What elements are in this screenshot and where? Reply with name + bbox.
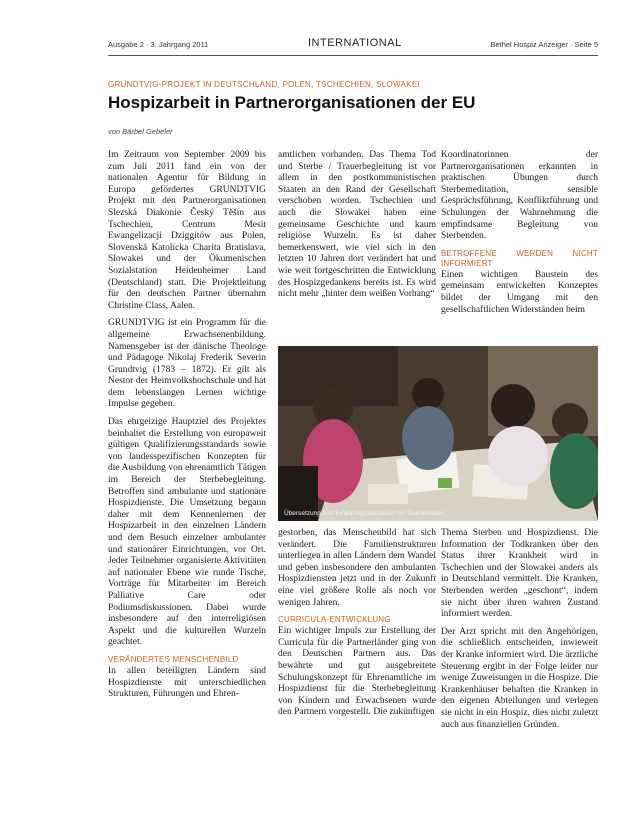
text-column-1 bbox=[108, 150, 266, 810]
photo-illustration bbox=[278, 346, 598, 521]
paragraph: In allen beteiligten Ländern sind Hospizdienste mit unterschiedlichen Strukturen, Führungen und Ehren- bbox=[108, 665, 266, 700]
article-byline: von Bärbel Gebeler bbox=[108, 127, 173, 136]
article-photo bbox=[278, 346, 598, 521]
paragraph: Der Arzt spricht mit den Angehörigen, die schließlich entscheiden, inwieweit der Kranke informiert wird. Die ärztliche Steuerung ergibt in der Folge leider nur wenige Zuweisungen in die Hospize. Die Krankenhäuser behalten die Kranken in den eigenen Abteilungen und verlegen sie nicht in ein Hospiz, dies nicht zuletzt auch aus finanziellen Gründen. bbox=[441, 626, 598, 730]
subheading: VERÄNDERTES MENSCHENBILD bbox=[108, 654, 239, 664]
article-kicker: GRUNDTVIG-PROJEKT IN DEUTSCHLAND, POLEN, TSCHECHIEN, SLOWAKEI bbox=[108, 80, 420, 89]
paragraph: GRUNDTVIG ist ein Programm für die allgemeine Erwachsenenbildung. Namensgeber ist der dänische Theologe und Pädagoge Nikolaj Frederik Severin Grundtvig (1783 – 1872). Er gilt als Nestor der Heimvolkshochschule und hat dem lebenslangen Lernen wichtige Impulse gegeben. bbox=[108, 318, 266, 410]
publication-info: Bethel Hospiz Anzeiger · Seite 5 bbox=[490, 40, 598, 49]
issue-info: Ausgabe 2 · 3. Jahrgang 2011 bbox=[108, 40, 209, 49]
running-header bbox=[108, 36, 598, 56]
subheading: BETROFFENE WERDEN NICHT INFORMIERT bbox=[441, 248, 598, 268]
text-column-3-bottom bbox=[441, 528, 598, 810]
text-column-2-bottom bbox=[278, 528, 436, 810]
paragraph: Einen wichtigen Baustein des gemeinsam entwickelten Konzeptes bildet der Umgang mit den gesellschaftlichen Widerständen beim bbox=[441, 269, 598, 315]
paragraph: Koordinatorinnen der Partnerorganisationen erkannten in praktischen Übungen durch Sterbemeditation, sensible Gesprächsführung, Konfliktführung und Schulungen der Wahrnehmung die empfindsame Begleitung von Sterbenden. bbox=[441, 150, 598, 242]
photo-caption: Übersetzung und Erfahrungsaustausch im Teamkontext bbox=[284, 510, 444, 517]
paragraph: gestorben, das Menschenbild hat sich verändert. Die Familienstrukturen unterliegen in allen Ländern dem Wandel und geben insbesondere den ambulanten Hospizdiensten jetzt und in der Zukunft eine viel größere Rolle als noch vor wenigen Jahren. bbox=[278, 528, 436, 608]
article-title: Hospizarbeit in Partnerorganisationen der EU bbox=[108, 93, 476, 112]
paragraph: Das ehrgeizige Hauptziel des Projektes beinhaltet die Erstellung von europaweit gültigen Qualifizierungsstandards sowie von landesspezifischen Konzepten für die Ausbildung von ehrenamtlich Tätigen im Bereich der Sterbebegleitung. Betroffen sind ambulante und stationäre Hospizdienste. Die Umsetzung begann daher mit dem Kennenlernen der Hospizarbeit in den einzelnen Ländern und dem Besuch einzelner ambulanter und stationärer Einrichtungen, vor Ort. Jeder Teilnehmer organisierte Aktivitäten auf nationaler Ebene wie runde Tische, Vorträge für Mitarbeiter im Bereich Palliative Care oder Podiumsdiskussionen. Dabei wurde insbesondere auf den interreligiösen Aspekt und die kulturellen Wurzeln geachtet. bbox=[108, 417, 266, 648]
text-column-2-top bbox=[278, 150, 436, 340]
text-column-3-top bbox=[441, 150, 598, 340]
paragraph: amtlichen vorhanden. Das Thema Tod und Sterbe / Trauerbegleitung ist vor allem in den postkommunistischen Staaten an den Rand der Gesellschaft verschoben worden. Tschechien und auch die Slowakei haben eine gemeinsame Geschichte und kaum religiöse Wurzeln. Es ist daher bemerkenswert, wie viel sich in den letzten 10 Jahren dort verändert hat und wie weit fortgeschritten die Entwicklung des Hospizgedankens bereits ist. Es wird nicht mehr „hinter dem weißen Vorhang“ bbox=[278, 150, 436, 300]
paragraph: Thema Sterben und Hospizdienst. Die Information der Todkranken über den Status ihrer Krankheit wird in Tschechien und der Slowakei anders als in Deutschland vermittelt. Die Kranken, Sterbenden werden „geschont“, indem sie nicht über ihren wahren Zustand informiert werden. bbox=[441, 528, 598, 620]
paragraph: Ein wichtiger Impuls zur Erstellung der Curricula für die Partnerländer ging von den Deutschen Partnern aus. Das bewährte und gut ausgebreitete Schulungskonzept für Ehrenamtliche im Hospizdienst für die Sterbebegleitung von Kindern und Erwachsenen wurde den Partnern vorgestellt. Die zukünftigen bbox=[278, 626, 436, 718]
section-title: INTERNATIONAL bbox=[308, 37, 402, 49]
paragraph: Im Zeitraum von September 2009 bis zum Juli 2011 fand ein von der nationalen Agentur für Bildung in Europa gefördertes GRUNDTVIG Projekt mit den Partnerorganisationen Slezská Diakonie Český Těšín aus Tschechien, Centrum Mesit Ewangelizacji Dziggitów aus Polen, Slovenská Katolícka Charita Bratislava, Slowakei und der Ökumenischen Sozialstation Heidenheimer Land (Deutschland) statt. Die Projektleitung für den deutschen Partner übernahm Christine Class, Aalen. bbox=[108, 150, 266, 311]
subheading: CURRICULA-ENTWICKLUNG bbox=[278, 615, 391, 625]
